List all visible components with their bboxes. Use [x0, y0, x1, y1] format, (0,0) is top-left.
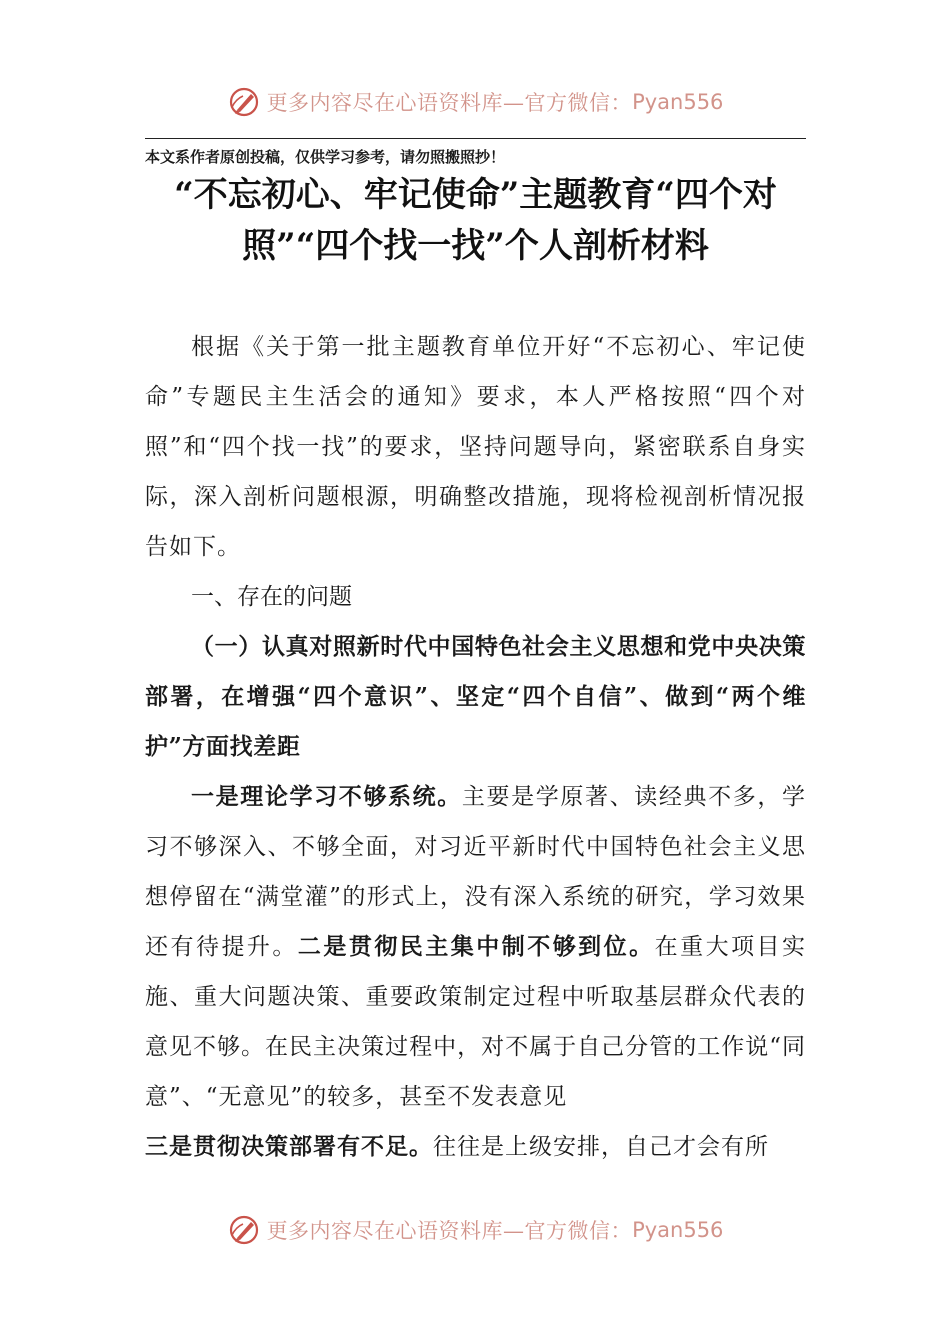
- title-line-2: 照”“四个找一找”个人剖析材料: [242, 226, 709, 266]
- point-1-lead: 一是理论学习不够系统。: [191, 783, 462, 810]
- watermark-brand-bottom: 更多内容尽在心语资料库—官方微信：: [266, 1219, 633, 1243]
- watermark-brand: 更多内容尽在心语资料库—官方微信：: [266, 91, 633, 115]
- section-heading-1: 一、存在的问题: [191, 584, 352, 610]
- copyright-notice: 本文系作者原创投稿，仅供学习参考，请勿照搬照抄！: [145, 148, 506, 166]
- point-1-text: 主要是学原著、读经典不多，学习不够深入、不够全面，对习近平新时代中国特色社会主义思想停留在“满堂灌”的形式上，没有深入系统的研究，学习效果还有待提升。: [145, 784, 806, 960]
- watermark-wechat-id: Pyan556: [632, 90, 724, 114]
- subsection-heading-1: （一）认真对照新时代中国特色社会主义思想和党中央决策部署，在增强“四个意识”、坚定“四个自信”、做到“两个维护”方面找差距: [145, 633, 806, 760]
- point-2-lead: 二是贯彻民主集中制不够到位。: [297, 933, 655, 960]
- point-3-lead: 三是贯彻决策部署有不足。: [145, 1133, 433, 1160]
- paragraph-2: [145, 1122, 806, 1172]
- watermark-top: [0, 82, 950, 122]
- watermark-wechat-id-bottom: Pyan556: [632, 1218, 724, 1242]
- intro-paragraph: 根据《关于第一批主题教育单位开好“不忘初心、牢记使命”专题民主生活会的通知》要求，本人严格按照“四个对照”和“四个找一找”的要求，坚持问题导向，紧密联系自身实际，深入剖析问题根源，明确整改措施，现将检视剖析情况报告如下。: [145, 334, 806, 560]
- pen-circle-icon: [227, 85, 261, 119]
- point-2-text: 在重大项目实施、重大问题决策、重要政策制定过程中听取基层群众代表的意见不够。在民主决策过程中，对不属于自己分管的工作说“同意”、“无意见”的较多，甚至不发表意见: [145, 934, 807, 1110]
- watermark-bottom: [0, 1210, 950, 1250]
- document-title: [145, 170, 806, 272]
- title-line-1: “不忘初心、牢记使命”主题教育“四个对: [174, 175, 777, 215]
- header-rule: [145, 138, 806, 139]
- paragraph-1: [145, 772, 806, 1122]
- point-3-text: 往往是上级安排，自己才会有所: [433, 1134, 769, 1160]
- document-body: [145, 322, 806, 1172]
- pen-circle-icon: [227, 1213, 261, 1247]
